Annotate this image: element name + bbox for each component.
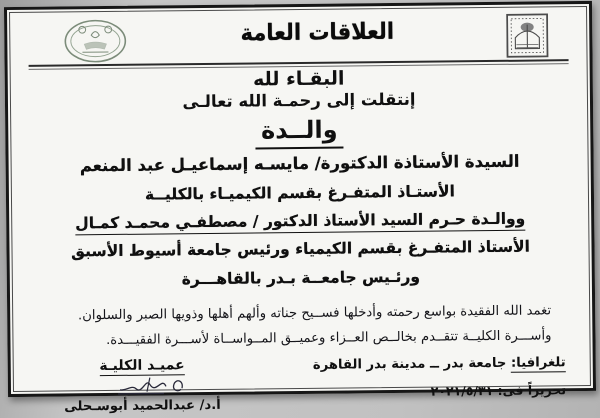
university-seal-icon: [62, 18, 129, 69]
signature-scribble-icon: [64, 374, 221, 400]
dean-title: [64, 357, 221, 375]
condolence-line-2: وأســـرة الكليــة تتقــدم بخالــص العــزاء وعميــق المــواســاة لأســـرة الفقيـــدة.: [105, 328, 552, 349]
document-frame: [9, 6, 591, 415]
faculty-stamp-icon: [506, 13, 549, 61]
relative-name-text: ووالـدة حـرم السيد الأستاذ الدكتور / مصطفـي محمـد كمـال: [75, 210, 525, 236]
passed-away-line: إنتقلت إلى رحمـة الله تعالـى: [182, 89, 416, 112]
eternity-line: البقـاء لله: [252, 67, 345, 91]
relative-position-line2: ورئـيس جامعــة بـدر بالقاهـــرة: [181, 267, 421, 289]
date-label: تحريراً فى:: [497, 382, 567, 399]
telegraph-line: [313, 356, 566, 374]
announcement-body: [23, 66, 577, 291]
condolence-line-1: تغمد الله الفقيدة بواسع رحمته وأدخلها فســيح جناته وألهم أهلها وذويها الصبر والسلوان.: [77, 303, 552, 324]
dean-title-text: عميـد الكليـة: [99, 357, 185, 375]
obituary-document: [4, 1, 596, 415]
relation-title-text: والــدة: [255, 115, 344, 149]
relative-name-line: [24, 209, 576, 234]
department-banner: العلاقات العامة: [240, 18, 395, 46]
condolence-paragraph: [25, 298, 577, 354]
deceased-position-line: الأستـاذ المتفـرغ بقسم الكيميـاء بالكليــة: [144, 182, 455, 204]
telegraph-value: جامعة بدر ــ مدينة بدر القاهرة: [312, 356, 512, 374]
document-footer: [26, 355, 579, 415]
dean-signature-block: [40, 357, 221, 415]
date-line: [313, 383, 566, 401]
date-value: ٢٠٢١/٥/٣١: [430, 383, 498, 400]
telegraph-label: تلغرافيا:: [510, 355, 566, 372]
dean-name: أ.د/ عبدالحميد أبوسـحلى: [64, 398, 221, 415]
document-header: [22, 9, 574, 65]
deceased-name-line: السيدة الأستاذة الدكتورة/ مايسـه إسماعيـل عبد المنعم: [79, 151, 520, 176]
relation-title: [23, 114, 575, 146]
relative-position-line1: الأستاذ المتفـرغ بقسم الكيمياء ورئيس جامعة أسيوط الأسبق: [71, 238, 531, 261]
footer-contact-block: [313, 356, 566, 413]
